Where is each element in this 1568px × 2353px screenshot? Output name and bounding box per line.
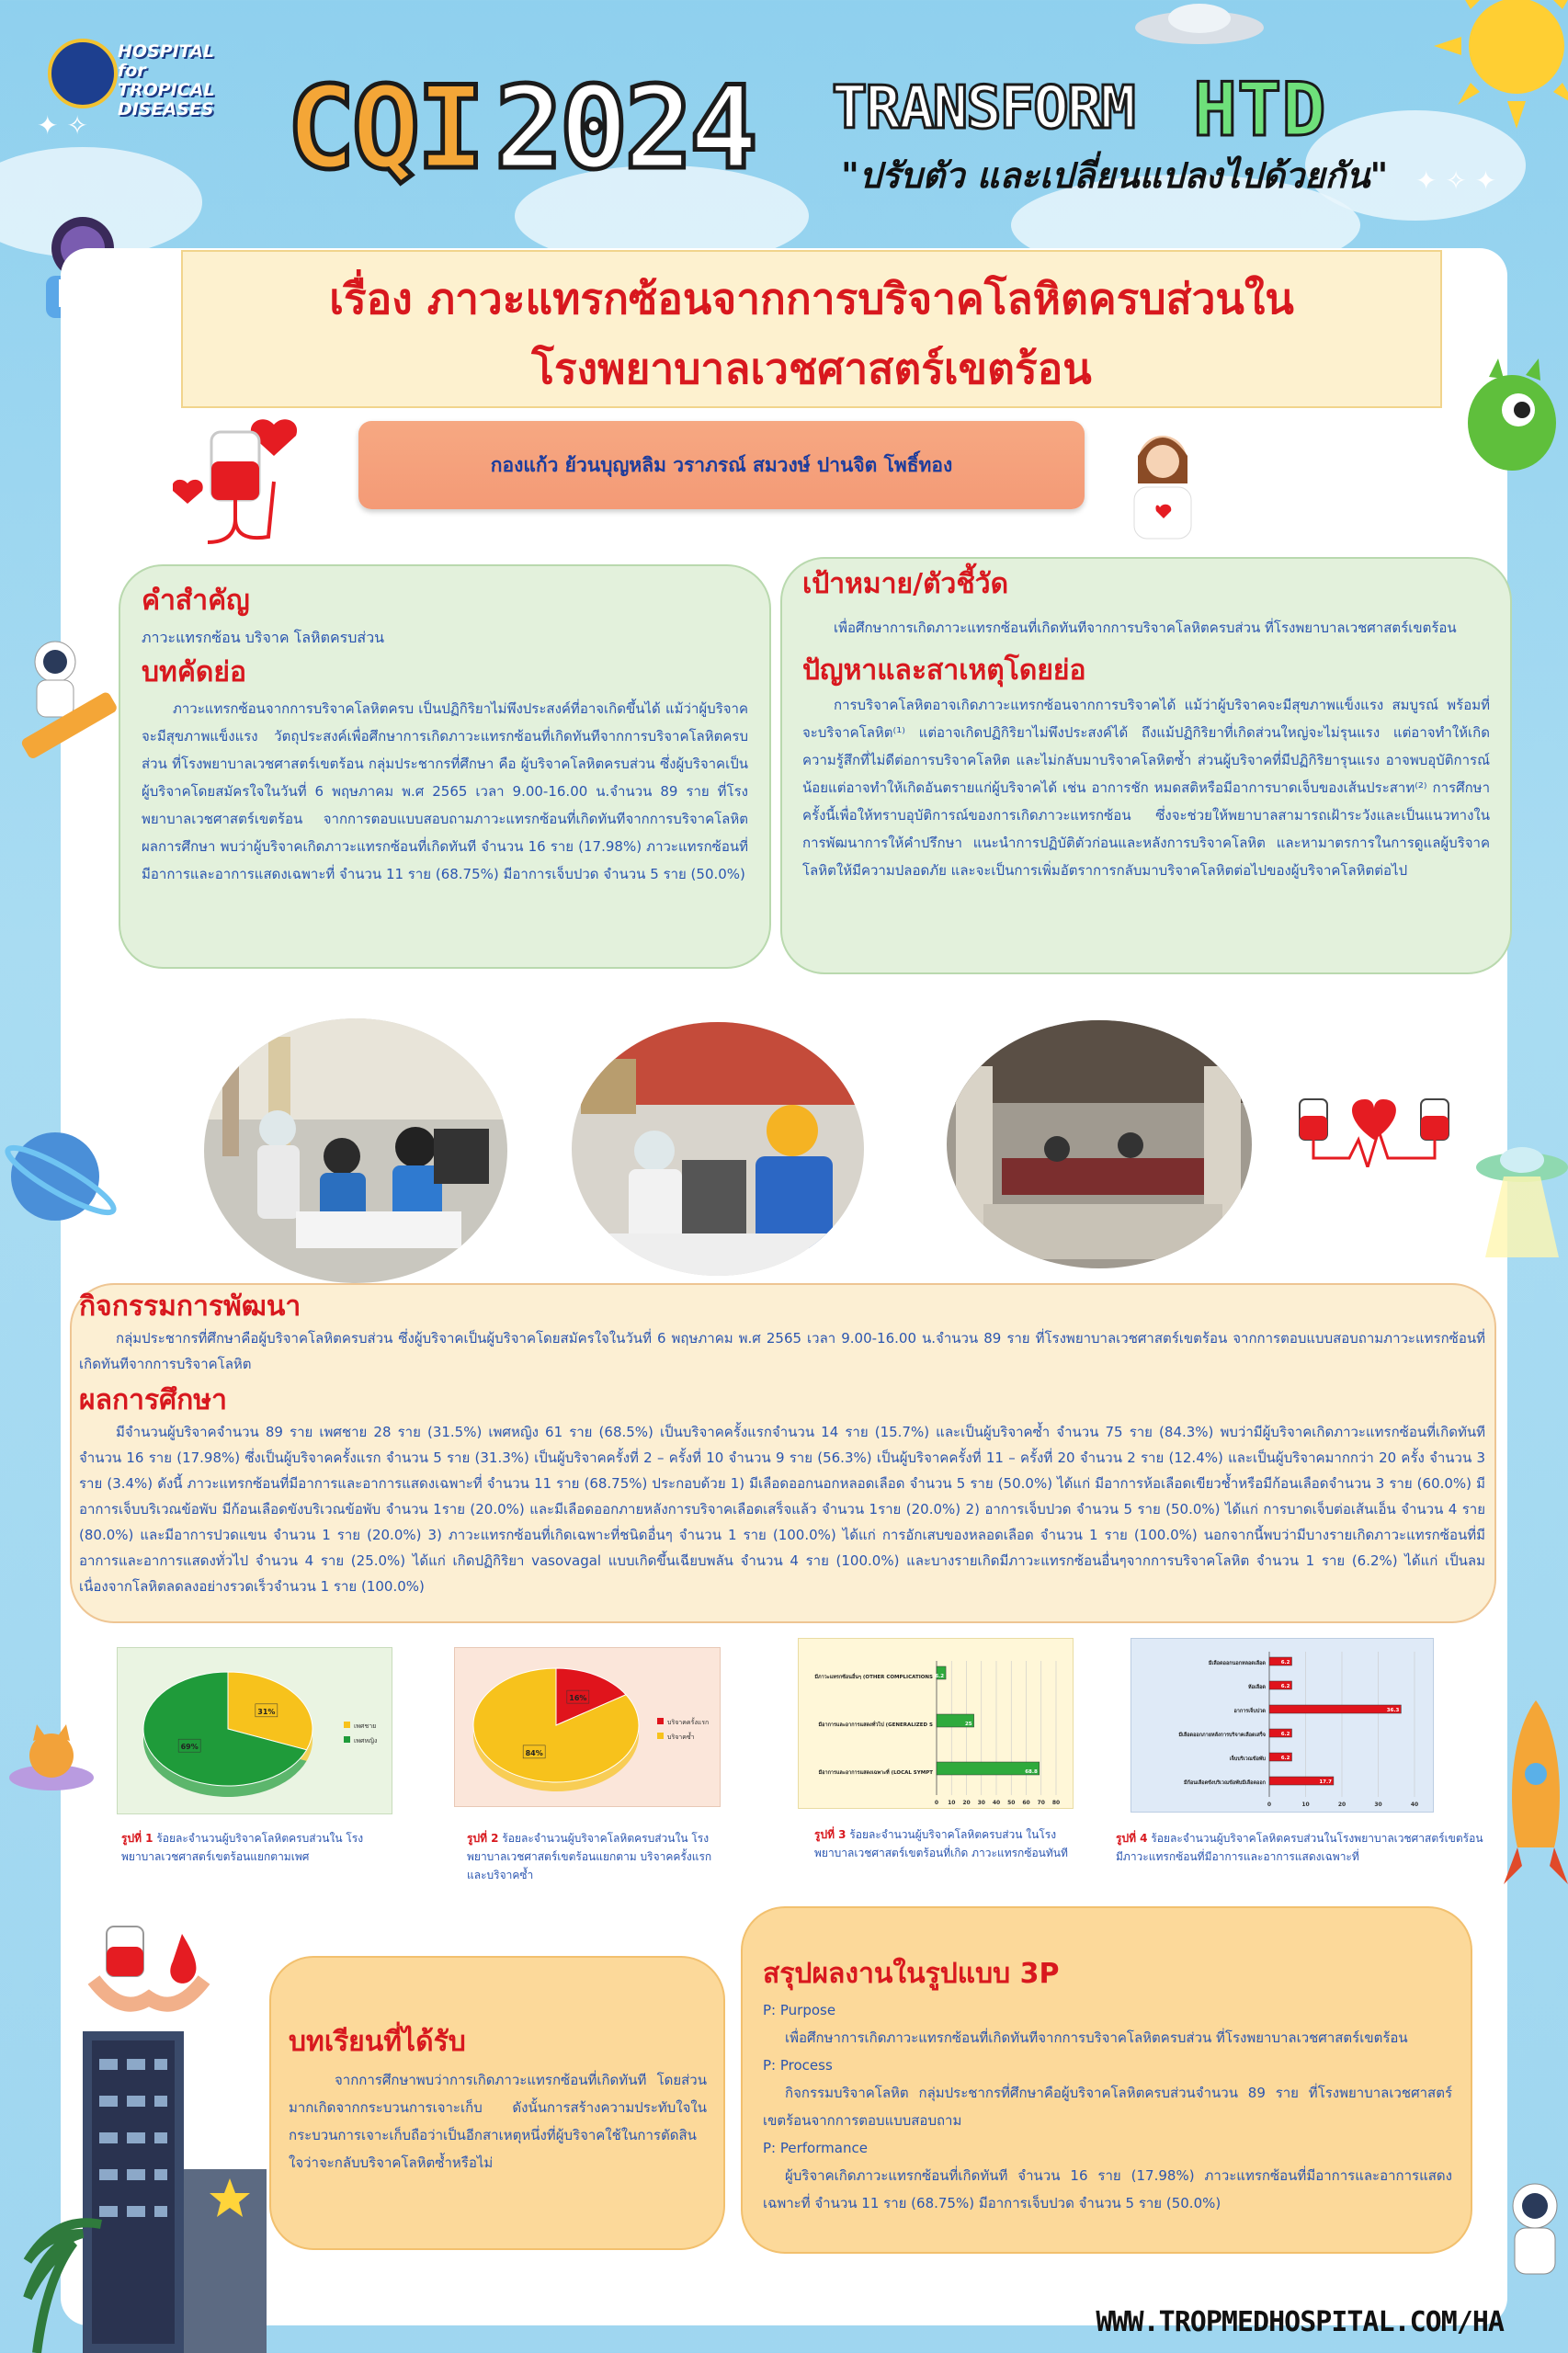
legend-swatch [344, 1736, 350, 1743]
x-tick-label: 0 [934, 1800, 939, 1806]
footer-url: WWW.TROPMEDHOSPITAL.COM/HA [1096, 2306, 1504, 2338]
x-tick-label: 10 [1301, 1802, 1310, 1808]
pie-data-label: 31% [257, 1707, 276, 1716]
activity-heading: กิจกรรมการพัฒนา [79, 1290, 301, 1323]
objective-content [802, 568, 1490, 884]
x-tick-label: 20 [962, 1800, 971, 1806]
nurse-icon [1112, 423, 1213, 542]
caption-3-num: รูปที่ 3 [814, 1828, 846, 1841]
bar-chart-complication-types [799, 1639, 1073, 1808]
process-text: กิจกรรมบริจาคโลหิต กลุ่มประชากรที่ศึกษาคือผู้บริจาคโลหิตครบส่วนจำนวน 89 ราย ที่โรงพยาบาลเวชศาสตร์เขตร้อนจากการตอบแบบสอบถาม [763, 2085, 1452, 2129]
cqi-title: CQI [287, 63, 482, 195]
bar [937, 1762, 1040, 1775]
summary-heading: สรุปผลงานในรูปแบบ 3P [763, 1958, 1060, 1990]
activity-results-content [79, 1290, 1485, 1599]
category-label: ห้อเลือด [1247, 1685, 1266, 1690]
legend-swatch [657, 1718, 664, 1724]
caption-1 [121, 1829, 397, 1866]
pie-data-label: 84% [525, 1748, 543, 1757]
donation-photo-3 [947, 1020, 1252, 1268]
hospital-building-icon [18, 2004, 285, 2353]
pie-data-label: 69% [180, 1743, 199, 1752]
category-label: มีก้อนเลือดขังบริเวณข้อพับมีเลือดออก [1184, 1780, 1266, 1786]
bar-data-label: 25 [964, 1722, 972, 1727]
bar-data-label: 6.2 [1280, 1660, 1290, 1665]
hands-blood-icon [85, 1915, 213, 2017]
x-tick-label: 40 [1410, 1802, 1419, 1808]
slogan: "ปรับตัว และเปลี่ยนแปลงไปด้วยกัน" [841, 155, 1389, 196]
rocket-icon [1504, 1700, 1568, 1893]
cat-ufo-icon [6, 1721, 97, 1803]
title-line-2: โรงพยาบาลเวชศาสตร์เขตร้อน [531, 344, 1092, 393]
bar-data-label: 6.2 [1280, 1756, 1290, 1761]
planet-icon [0, 1112, 129, 1241]
caption-1-text: ร้อยละจำนวนผู้บริจาคโลหิตครบส่วนใน โรงพยาบาลเวชศาสตร์เขตร้อนแยกตามเพศ [121, 1832, 364, 1863]
caption-3-text: ร้อยละจำนวนผู้บริจาคโลหิตครบส่วน ในโรงพยาบาลเวชศาสตร์เขตร้อนที่เกิด ภาวะแทรกซ้อนทันที [814, 1828, 1068, 1859]
x-tick-label: 30 [977, 1800, 985, 1806]
figure-1 [117, 1647, 392, 1814]
htd-title: HTD [1193, 67, 1326, 153]
legend-swatch [657, 1733, 664, 1739]
caption-4-num: รูปที่ 4 [1116, 1832, 1148, 1845]
figure-4 [1131, 1638, 1434, 1813]
x-tick-label: 40 [992, 1800, 1001, 1806]
figure-3 [798, 1638, 1074, 1809]
category-label: เจ็บบริเวณข้อพับ [1229, 1756, 1266, 1762]
keywords-text: ภาวะแทรกซ้อน บริจาค โลหิตครบส่วน [142, 629, 385, 646]
lessons-text: จากการศึกษาพบว่าการเกิดภาวะแทรกซ้อนที่เกิดทันที โดยส่วนมากเกิดจากกระบวนการเจาะเก็บ ดังนั้นการสร้างความประทับใจในกระบวนการเจาะเก็บถือว่าเป็นอีกสาเหตุหนึ่งที่ผู้บริจาคใช้ในการตัดสินใจว่าจะกลับบริจาคโลหิตซ้ำหรือไม่ [289, 2072, 707, 2171]
x-tick-label: 30 [1374, 1802, 1382, 1808]
caption-4-text: ร้อยละจำนวนผู้บริจาคโลหิตครบส่วนในโรงพยาบาลเวชศาสตร์เขตร้อน มีภาวะแทรกซ้อนที่มีอาการและอาการแสดงเฉพาะที่ [1116, 1832, 1483, 1863]
category-label: มีอาการและอาการแสดงเฉพาะที่ (LOCAL SYMPT [818, 1770, 933, 1776]
bar-data-label: 6.2 [1280, 1684, 1290, 1689]
abstract-heading: บทคัดย่อ [142, 656, 246, 688]
bar-data-label: 36.3 [1386, 1708, 1400, 1713]
title-line-1: เรื่อง ภาวะแทรกซ้อนจากการบริจาคโลหิตครบส่วนใน [329, 274, 1294, 324]
ufo-beam-icon [1471, 1140, 1568, 1259]
abstract-content [142, 585, 748, 888]
bar-data-label: 6.2 [1280, 1732, 1290, 1737]
results-heading: ผลการศึกษา [79, 1384, 227, 1416]
bar-data-label: 6.2 [935, 1674, 945, 1679]
x-tick-label: 70 [1037, 1800, 1045, 1806]
legend-label: บริจาคครั้งแรก [667, 1719, 710, 1726]
category-label: มีอาการและอาการแสดงทั่วไป (GENERALIZED S [818, 1722, 933, 1728]
year-title: 2024 [494, 63, 755, 195]
process-label: P: Process [763, 2057, 833, 2074]
x-tick-label: 10 [948, 1800, 956, 1806]
category-label: มีเลือดออกภายหลังการบริจาคเลือดเสร็จ [1178, 1733, 1266, 1738]
ufo-icon [1131, 0, 1268, 55]
pie-chart-gender [118, 1648, 392, 1813]
caption-1-num: รูปที่ 1 [121, 1832, 153, 1845]
hospital-logo-text: HOSPITAL for TROPICAL DISEASES [118, 41, 215, 119]
legend-label: เพศหญิง [354, 1737, 378, 1745]
x-tick-label: 20 [1337, 1802, 1346, 1808]
bar-data-label: 68.8 [1025, 1769, 1038, 1775]
x-tick-label: 60 [1022, 1800, 1030, 1806]
category-label: มีเลือดออกนอกหลอดเลือด [1208, 1661, 1266, 1666]
problem-heading: ปัญหาและสาเหตุโดยย่อ [802, 654, 1086, 687]
keywords-heading: คำสำคัญ [142, 585, 250, 617]
star-icon: ✦ ✧ [37, 110, 88, 141]
lessons-content [289, 2026, 707, 2177]
category-label: อาการเจ็บปวด [1233, 1709, 1266, 1714]
pie-chart-first-repeat [455, 1648, 720, 1806]
donation-photo-2 [572, 1022, 864, 1276]
caption-2 [467, 1829, 729, 1884]
performance-text: ผู้บริจาคเกิดภาวะแทรกซ้อนที่เกิดทันที จำนวน 16 ราย (17.98%) ภาวะแทรกซ้อนที่มีอาการและอาการแสดงเฉพาะที่ จำนวน 11 ราย (68.75%) มีอาการเจ็บปวด จำนวน 5 ราย (50.0%) [763, 2167, 1452, 2211]
x-tick-label: 80 [1051, 1800, 1061, 1806]
donation-photo-1 [204, 1018, 507, 1283]
summary-content [763, 1958, 1452, 2217]
monster-icon [1461, 358, 1562, 478]
activity-text: กลุ่มประชากรที่ศึกษาคือผู้บริจาคโลหิตครบส่วน ซึ่งผู้บริจาคเป็นผู้บริจาคโดยสมัครใจในวันที่ 6 พฤษภาคม พ.ศ 2565 เวลา 9.00-16.00 น.จำนวน 89 ราย ที่โรงพยาบาลเวชศาสตร์เขตร้อน จากการตอบแบบสอบถามภาวะแทรกซ้อนที่เกิดทันทีจากการบริจาคโลหิต [79, 1330, 1485, 1372]
lessons-heading: บทเรียนที่ได้รับ [289, 2026, 466, 2058]
astronaut-icon [1498, 2178, 1568, 2289]
purpose-label: P: Purpose [763, 2002, 836, 2018]
legend-label: บริจาคซ้ำ [667, 1733, 695, 1741]
caption-4 [1116, 1829, 1483, 1866]
x-tick-label: 50 [1007, 1800, 1016, 1806]
caption-2-num: รูปที่ 2 [467, 1832, 499, 1845]
astronaut-pencil-icon [9, 634, 119, 772]
blood-bags-heartbeat-icon [1294, 1094, 1455, 1167]
objective-text: เพื่อศึกษาการเกิดภาวะแทรกซ้อนที่เกิดทันทีจากการบริจาคโลหิตครบส่วน ที่โรงพยาบาลเวชศาสตร์เขตร้อน [834, 620, 1457, 636]
blood-bag-icon [173, 414, 311, 551]
caption-2-text: ร้อยละจำนวนผู้บริจาคโลหิตครบส่วนใน โรงพยาบาลเวชศาสตร์เขตร้อนแยกตาม บริจาคครั้งแรกและบริจาคซ้ำ [467, 1832, 712, 1881]
purpose-text: เพื่อศึกษาการเกิดภาวะแทรกซ้อนที่เกิดทันทีจากการบริจาคโลหิตครบส่วน ที่โรงพยาบาลเวชศาสตร์เขตร้อน [785, 2029, 1408, 2046]
authors-bar: กองแก้ว ย้วนบุญหลิม วราภรณ์ สมวงษ์ ปานจิต โพธิ์ทอง [358, 421, 1085, 509]
pie-data-label: 16% [569, 1694, 587, 1703]
hospital-logo [48, 39, 118, 108]
x-tick-label: 0 [1267, 1802, 1272, 1808]
performance-label: P: Performance [763, 2140, 868, 2156]
bar-data-label: 17.7 [1319, 1779, 1332, 1785]
bar [1269, 1705, 1401, 1713]
abstract-text: ภาวะแทรกซ้อนจากการบริจาคโลหิตครบ เป็นปฏิกิริยาไม่พึงประสงค์ที่อาจเกิดขึ้นได้ แม้ว่าผู้บริจาคจะมีสุขภาพแข็งแรง วัตถุประสงค์เพื่อศึกษาการเกิดภาวะแทรกซ้อนที่เกิดทันทีจากการบริจาคโลหิตครบส่วน ที่โรงพยาบาลเวชศาสตร์เขตร้อน กลุ่มประชากรที่ศึกษา คือ ผู้บริจาคโลหิตครบส่วน ซึ่งผู้บริจาคเป็นผู้บริจาคโดยสมัครใจในวันที่ 6 พฤษภาคม พ.ศ 2565 เวลา 9.00-16.00 น.จำนวน 89 ราย ที่โรงพยาบาลเวชศาสตร์เขตร้อน จากการตอบแบบสอบถามภาวะแทรกซ้อนที่เกิดทันทีจากการบริจาคโลหิต ผลการศึกษา พบว่าผู้บริจาคเกิดภาวะแทรกซ้อนที่เกิดทันที จำนวน 16 ราย (17.98%) ภาวะแทรกซ้อนที่มีอาการและอาการแสดงเฉพาะที่ จำนวน 11 ราย (68.75%) มีอาการเจ็บปวด จำนวน 5 ราย (50.0%) [142, 700, 748, 882]
objective-heading: เป้าหมาย/ตัวชี้วัด [802, 568, 1009, 600]
figure-2 [454, 1647, 721, 1807]
legend-label: เพศชาย [354, 1722, 377, 1730]
category-label: มีภาวะแทรกซ้อนอื่นๆ (OTHER COMPLICATIONS [814, 1675, 933, 1680]
legend-swatch [344, 1722, 350, 1728]
title-box [181, 250, 1442, 408]
problem-text: การบริจาคโลหิตอาจเกิดภาวะแทรกซ้อนจากการบริจาคได้ แม้ว่าผู้บริจาคจะมีสุขภาพแข็งแรง สมบูรณ์ พร้อมที่จะบริจาคโลหิต⁽¹⁾ แต่อาจเกิดปฏิกิริยาไม่พึงประสงค์ได้ ถึงแม้ปฏิกิริยาที่เกิดส่วนใหญ่จะไม่รุนแรง แต่อาจทำให้เกิดความรู้สึกที่ไม่ดีต่อการบริจาคโลหิต และไม่กลับมาบริจาคโลหิตซ้ำ ส่วนผู้บริจาคที่มีปฏิกิริยารุนแรง อาจพบอุบัติการณ์น้อยแต่อาจทำให้เกิดอันตรายแก่ผู้บริจาคได้ เช่น อาการชัก หมดสติหรือมีอาการบาดเจ็บของเส้นประสาท⁽²⁾ การศึกษาครั้งนี้เพื่อให้ทราบอุบัติการณ์ของการเกิดภาวะแทรกซ้อน ซึ่งจะช่วยให้พยาบาลสามารถเฝ้าระวังและเป็นแนวทางในการพัฒนาการให้คำปรึกษา แนะนำการปฏิบัติตัวก่อนและหลังการบริจาคโลหิต และหามาตรการในการดูแลผู้บริจาคโลหิตให้มีความปลอดภัย และจะเป็นการเพิ่มอัตราการกลับมาบริจาคโลหิตต่อไปของผู้บริจาคโลหิตต่อไป [802, 697, 1490, 879]
bar-chart-local-symptoms [1131, 1639, 1433, 1812]
transform-title: TRANSFORM [832, 74, 1134, 142]
results-text: มีจำนวนผู้บริจาคจำนวน 89 ราย เพศชาย 28 ราย (31.5%) เพศหญิง 61 ราย (68.5%) เป็นบริจาคครั้งแรกจำนวน 14 ราย (15.7%) และเป็นผู้บริจาคซ้ำ จำนวน 75 ราย (84.3%) พบว่ามีผู้บริจาคเกิดภาวะแทรกซ้อนที่เกิดทันที จำนวน 16 ราย (17.98%) ซึ่งเป็นผู้บริจาคครั้งแรก จำนวน 5 ราย (31.3%) เป็นผู้บริจาคครั้งที่ 2 – ครั้งที่ 10 จำนวน 9 ราย (56.3%) เป็นผู้บริจาคครั้งที่ 11 – ครั้งที่ 20 จำนวน 2 ราย (12.4%) และเป็นผู้บริจาคมากกว่า 20 ครั้ง จำนวน 3 ราย (3.4%) ดังนี้ ภาวะแทรกซ้อนที่มีอาการและอาการแสดงเฉพาะที่ จำนวน 11 ราย (68.75%) ประกอบด้วย 1) มีเลือดออกนอกหลอดเลือด จำนวน 5 ราย (50.0%) ได้แก่ มีอาการห้อเลือดเขียวช้ำหรือมีก้อนเลือดจำนวน 3 ราย (60.0%) มีอาการเจ็บบริเวณข้อพับ มีก้อนเลือดขังบริเวณข้อพับ จำนวน 1ราย (20.0%) และมีเลือดออกภายหลังการบริจาคเลือดเสร็จแล้ว จำนวน 1ราย (20.0%) 2) อาการเจ็บปวด จำนวน 5 ราย (50.0%) ได้แก่ การบาดเจ็บต่อเส้นเอ็น จำนวน 4 ราย (80.0%) และมีอาการปวดแขน จำนวน 1 ราย (20.0%) 3) ภาวะแทรกซ้อนที่เกิดเฉพาะที่ชนิดอื่นๆ จำนวน 1 ราย (100.0%) ได้แก่ การอักเสบของหลอดเลือด จำนวน 1 ราย (100.0%) นอกจากนี้พบว่ามีบางรายเกิดภาวะแทรกซ้อนที่มีอาการและอาการแสดงทั่วไป จำนวน 4 ราย (25.0%) ได้แก่ เกิดปฏิกิริยา vasovagal แบบเกิดขึ้นเฉียบพลัน จำนวน 4 ราย (100.0%) และบางรายเกิดมีภาวะแทรกซ้อนอื่นๆจากการบริจาคโลหิต จำนวน 1 ราย (6.2%) ได้แก่ เป็นลมเนื่องจากโลหิตลดลงอย่างรวดเร็วจำนวน 1 ราย (100.0%) [79, 1424, 1485, 1595]
star-icon: ✦ ✧ ✦ [1415, 165, 1497, 196]
sun-icon [1434, 0, 1568, 129]
caption-3 [814, 1825, 1076, 1862]
